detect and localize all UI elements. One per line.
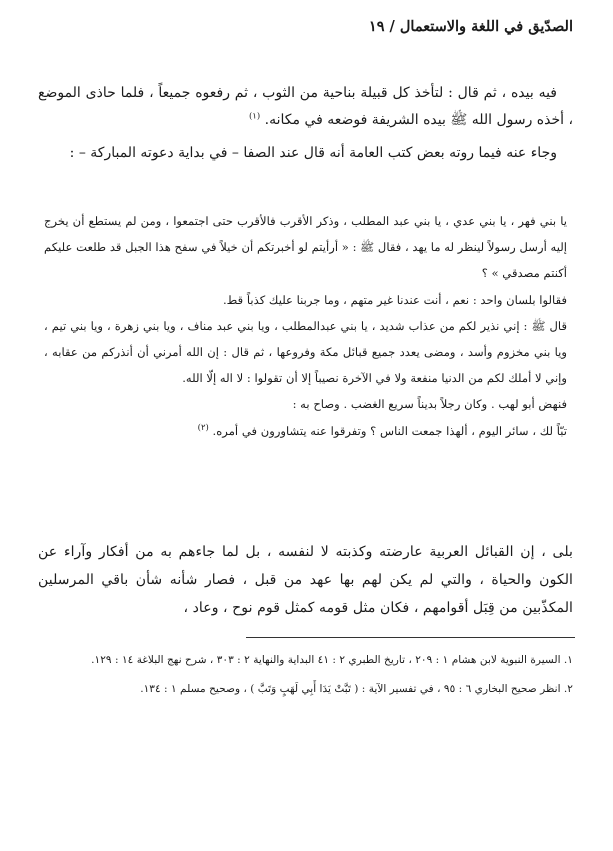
footnote-ref-1[interactable]: (١) bbox=[248, 111, 261, 122]
quote-line-3: قال ﷺ : إني نذير لكم من عذاب شديد ، يا بني عبدالمطلب ، ويا بني عبد مناف ، ويا بني زهرة ، ويا بني تيم ، ويا بني مخزوم وأسد ، ومضى يعدد جميع قبائل مكة وفروعها ، ثم قال : إن الله أمرني أن أنذركم من عقابه ، وإني لا أملك لكم من الدنيا منفعة ولا في الآخرة نصيباً إلا أن تقولوا : لا اله إلّا الله. bbox=[44, 318, 567, 386]
page-title: الصدّيق في اللغة والاستعمال / ١٩ bbox=[368, 18, 573, 35]
paragraph-3 bbox=[38, 538, 573, 622]
quoted-narration bbox=[44, 208, 567, 444]
paragraph-3-text: بلى ، إن القبائل العربية عارضته وكذبته لا لنفسه ، بل لما جاءهم به من أفكار وآراء عن الكون والحياة ، والتي لم يكن لهم بها عهد من قبل ، فصار شأنه شأن باقي المرسلين المكذّبين من قِبَل أقوامهم ، فكان مثل قومه كمثل قوم نوح ، وعاد ، bbox=[38, 544, 573, 616]
paragraph-2 bbox=[38, 140, 573, 167]
page-header bbox=[36, 18, 573, 40]
footnote-ref-2[interactable]: (٢) bbox=[197, 422, 209, 433]
footnote-2: ٢. انظر صحيح البخاري ٦ : ٩٥ ، في تفسير الآية : ( تَبَّتْ يَدَا أَبِي لَهَبٍ وَتَبَّ ) ، وصحيح مسلم ١ : ١٣٤. bbox=[140, 683, 573, 695]
paragraph-1 bbox=[38, 80, 573, 134]
footnote-1: ١. السيرة النبوية لابن هشام ١ : ٢٠٩ ، تاريخ الطبري ٢ : ٤١ البداية والنهاية ٢ : ٣٠٣ ، شرح نهج البلاغة ١٤ : ١٢٩. bbox=[91, 654, 573, 666]
paragraph-2-text: وجاء عنه فيما روته بعض كتب العامة أنه قال عند الصفا – في بداية دعوته المباركة – : bbox=[69, 145, 557, 161]
footnote-divider bbox=[246, 637, 575, 638]
quote-line-5: تبّاً لك ، سائر اليوم ، ألهذا جمعت الناس ؟ وتفرقوا عنه يتشاورون في أمره. bbox=[212, 423, 567, 438]
quote-line-4: فنهض أبو لهب . وكان رجلاً بديناً سريع الغضب . وصاح به : bbox=[292, 397, 567, 412]
paragraph-1-text: فيه بيده ، ثم قال : لتأخذ كل قبيلة بناحية من الثوب ، ثم رفعوه جميعاً ، فلما حاذى الموضع ، أخذه رسول الله ﷺ بيده الشريفة فوضعه في مكانه. bbox=[38, 85, 573, 128]
quote-line-1: يا بني فهر ، يا بني عدي ، يا بني عبد المطلب ، وذكر الأقرب فالأقرب حتى اجتمعوا ، ومن لم يستطع أن يخرج إليه أرسل رسولاً لينظر له ما يهد ، فقال ﷺ : « أرأيتم لو أخبرتكم أن خيلاً في سفح هذا الجبل قد طلعت عليكم أكنتم مصدقي » ؟ bbox=[44, 214, 567, 281]
footnotes bbox=[40, 648, 573, 706]
quote-line-2: فقالوا بلسان واحد : نعم ، أنت عندنا غير متهم ، وما جربنا عليك كذباً قط. bbox=[222, 292, 567, 307]
